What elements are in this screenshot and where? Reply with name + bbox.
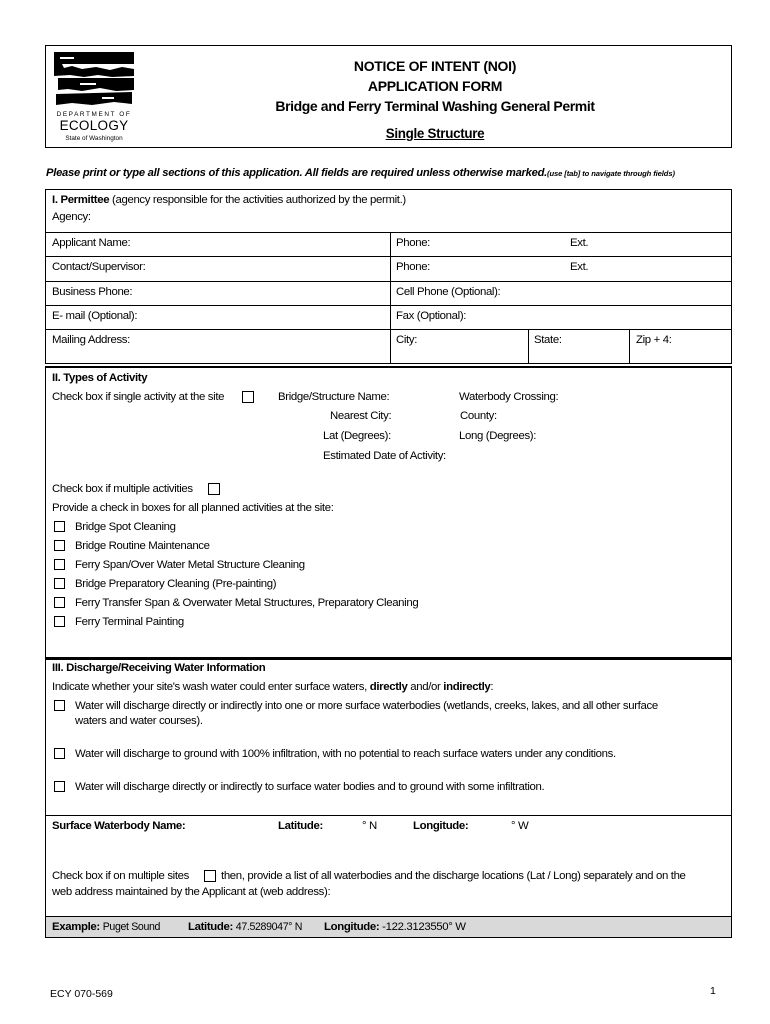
multiple-sites-checkbox[interactable] bbox=[204, 870, 216, 882]
applicant-name-field[interactable]: Applicant Name: bbox=[52, 237, 131, 249]
longitude-unit: ° W bbox=[511, 820, 529, 832]
multiple-activities-label: Check box if multiple activities bbox=[52, 483, 193, 495]
latitude-unit: ° N bbox=[362, 820, 377, 832]
activity-label: Ferry Span/Over Water Metal Structure Cleaning bbox=[75, 559, 305, 571]
single-activity-label: Check box if single activity at the site bbox=[52, 391, 225, 403]
multiple-sites-instruction: then, provide a list of all waterbodies and the discharge locations (Lat / Long) separately and on the bbox=[221, 870, 686, 882]
mailing-address-field[interactable]: Mailing Address: bbox=[52, 334, 130, 346]
activity-checkbox[interactable] bbox=[54, 540, 65, 551]
section2-heading: II. Types of Activity bbox=[52, 372, 148, 384]
col-line bbox=[528, 329, 529, 364]
row-line bbox=[45, 305, 732, 306]
phone-field-2[interactable]: Phone: bbox=[396, 261, 431, 273]
multiple-activities-checkbox[interactable] bbox=[208, 483, 220, 495]
logo-line1: DEPARTMENT OF bbox=[56, 111, 132, 118]
latitude-field[interactable]: Latitude: bbox=[278, 820, 323, 832]
form-number: ECY 070-569 bbox=[50, 988, 113, 1000]
section1-heading: I. Permittee (agency responsible for the activities authorized by the permit.) bbox=[52, 194, 406, 206]
activity-checkbox[interactable] bbox=[54, 597, 65, 608]
contact-field[interactable]: Contact/Supervisor: bbox=[52, 261, 146, 273]
activity-label: Bridge Spot Cleaning bbox=[75, 521, 176, 533]
section3-heading: III. Discharge/Receiving Water Information bbox=[52, 662, 266, 674]
fax-field[interactable]: Fax (Optional): bbox=[396, 310, 467, 322]
col-line bbox=[390, 232, 391, 364]
longitude-field[interactable]: Longitude: bbox=[413, 820, 469, 832]
example-latitude: Latitude: 47.5289047° N bbox=[188, 921, 303, 933]
est-date-field[interactable]: Estimated Date of Activity: bbox=[323, 450, 446, 462]
example-longitude: Longitude: -122.3123550° W bbox=[324, 921, 466, 933]
logo-line3: State of Washington bbox=[65, 135, 123, 142]
discharge-option-1-cont: waters and water courses). bbox=[75, 715, 203, 727]
waterbody-crossing-field[interactable]: Waterbody Crossing: bbox=[459, 391, 559, 403]
surface-waterbody-name-field[interactable]: Surface Waterbody Name: bbox=[52, 820, 186, 832]
agency-label: Agency: bbox=[52, 211, 91, 223]
row-line bbox=[45, 232, 732, 233]
discharge-option-checkbox[interactable] bbox=[54, 781, 65, 792]
activity-label: Ferry Terminal Painting bbox=[75, 616, 184, 628]
activity-checkbox[interactable] bbox=[54, 559, 65, 570]
bridge-name-field[interactable]: Bridge/Structure Name: bbox=[278, 391, 390, 403]
indicate-label: Indicate whether your site's wash water could enter surface waters, directly and/or indirectly: bbox=[52, 681, 494, 693]
row-line bbox=[45, 815, 732, 816]
business-phone-field[interactable]: Business Phone: bbox=[52, 286, 133, 298]
title-line3: Bridge and Ferry Terminal Washing General Permit bbox=[275, 98, 595, 114]
activity-checkbox[interactable] bbox=[54, 616, 65, 627]
provide-check-label: Provide a check in boxes for all planned activities at the site: bbox=[52, 502, 334, 514]
discharge-option-2: Water will discharge to ground with 100% infiltration, with no potential to reach surface waters under any conditions. bbox=[75, 748, 616, 760]
row-line bbox=[45, 256, 732, 257]
activity-checkbox[interactable] bbox=[54, 521, 65, 532]
title-line2: APPLICATION FORM bbox=[367, 78, 503, 94]
activity-label: Ferry Transfer Span & Overwater Metal Structures, Preparatory Cleaning bbox=[75, 597, 419, 609]
state-field[interactable]: State: bbox=[534, 334, 562, 346]
zip-field[interactable]: Zip + 4: bbox=[636, 334, 672, 346]
example-waterbody: Example: Puget Sound bbox=[52, 921, 161, 933]
discharge-option-checkbox[interactable] bbox=[54, 700, 65, 711]
intro-note: (use [tab] to navigate through fields) bbox=[547, 169, 675, 178]
cell-phone-field[interactable]: Cell Phone (Optional): bbox=[396, 286, 501, 298]
email-field[interactable]: E- mail (Optional): bbox=[52, 310, 138, 322]
title-line1: NOTICE OF INTENT (NOI) bbox=[353, 58, 517, 74]
ext-field-1[interactable]: Ext. bbox=[570, 237, 589, 249]
logo-line2: ECOLOGY bbox=[59, 118, 129, 133]
ecology-logo bbox=[52, 50, 136, 146]
nearest-city-field[interactable]: Nearest City: bbox=[330, 410, 392, 422]
discharge-option-3: Water will discharge directly or indirectly to surface water bodies and to ground with some infiltration. bbox=[75, 781, 545, 793]
discharge-option-1: Water will discharge directly or indirectly into one or more surface waterbodies (wetlands, creeks, lakes, and all other surface bbox=[75, 700, 658, 712]
col-line bbox=[629, 329, 630, 364]
title-line4: Single Structure bbox=[385, 126, 485, 141]
phone-field-1[interactable]: Phone: bbox=[396, 237, 431, 249]
page-number: 1 bbox=[710, 985, 716, 997]
web-address-field[interactable]: web address maintained by the Applicant at (web address): bbox=[52, 886, 331, 898]
city-field[interactable]: City: bbox=[396, 334, 418, 346]
activity-label: Bridge Routine Maintenance bbox=[75, 540, 210, 552]
discharge-option-checkbox[interactable] bbox=[54, 748, 65, 759]
intro-instructions bbox=[46, 167, 675, 179]
multiple-sites-label: Check box if on multiple sites bbox=[52, 870, 190, 882]
long-field[interactable]: Long (Degrees): bbox=[459, 430, 537, 442]
lat-field[interactable]: Lat (Degrees): bbox=[323, 430, 391, 442]
ext-field-2[interactable]: Ext. bbox=[570, 261, 589, 273]
row-line bbox=[45, 281, 732, 282]
intro-main: Please print or type all sections of this application. All fields are required unless otherwise marked. bbox=[46, 167, 548, 179]
activity-checkbox[interactable] bbox=[54, 578, 65, 589]
single-activity-checkbox[interactable] bbox=[242, 391, 254, 403]
activity-label: Bridge Preparatory Cleaning (Pre-painting) bbox=[75, 578, 277, 590]
county-field[interactable]: County: bbox=[460, 410, 497, 422]
